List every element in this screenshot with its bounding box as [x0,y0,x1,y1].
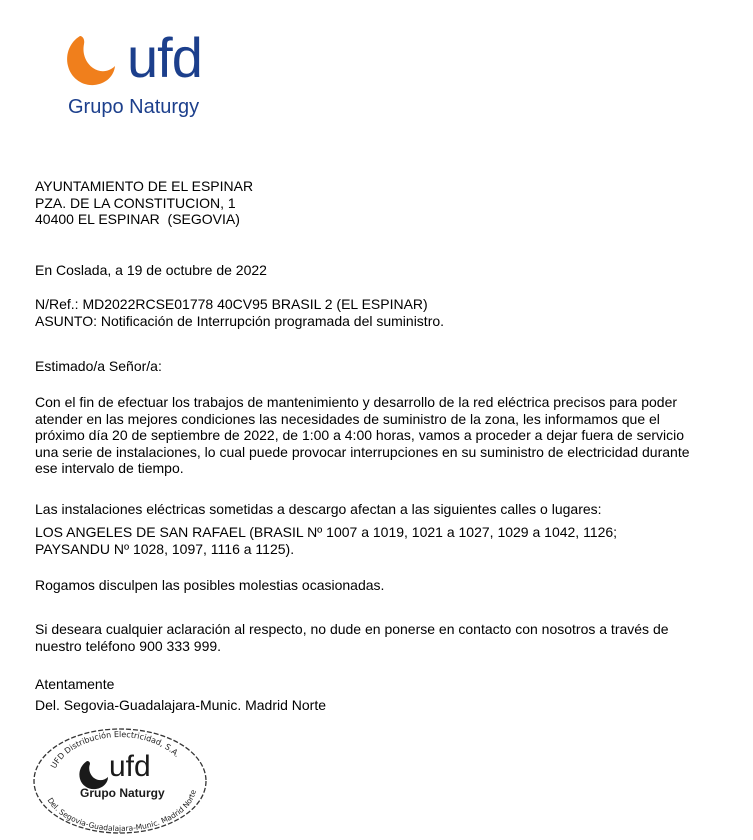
stamp-bottom-text: Del. Segovia-Guadalajara-Munic. Madrid Norte [45,788,198,834]
greeting-text: Estimado/a Señor/a: [35,358,162,374]
logo-drop-icon [67,36,115,85]
date-text: En Coslada, a 19 de octubre de 2022 [35,262,267,278]
logo-group: Grupo Naturgy [68,96,200,118]
affected-intro-text: Las instalaciones eléctricas sometidas a descargo afectan a las siguientes calles o lugares: [35,501,602,517]
paragraph-line: ese intervalo de tiempo. [35,460,184,476]
recipient-street: PZA. DE LA CONSTITUCION, 1 [35,194,236,211]
closing-sender: Del. Segovia-Guadalajara-Munic. Madrid Norte [35,696,327,713]
affected-intro [35,501,735,518]
stamp-group: Grupo Naturgy [80,786,165,800]
reference-block [35,296,735,329]
contact-line: Si deseara cualquier aclaración al respecto, no dude en ponerse en contacto con nosotros a través de [35,621,669,637]
paragraph-line: próximo día 20 de septiembre de 2022, de 1:00 a 4:00 horas, vamos a proceder a dejar fuera de servicio [35,427,685,443]
affected-street-line: PAYSANDU Nº 1028, 1097, 1116 a 1125). [35,540,295,557]
recipient-city: 40400 EL ESPINAR (SEGOVIA) [35,211,240,227]
paragraph-line: Con el fin de efectuar los trabajos de mantenimiento y desarrollo de la red eléctrica precisos para poder [35,394,678,410]
affected-street-line: LOS ANGELES DE SAN RAFAEL (BRASIL Nº 1007 a 1019, 1021 a 1027, 1029 a 1042, 1126; [35,524,618,540]
paragraph-line: una serie de instalaciones, lo cual puede provocar interrupciones en su suministro de electricidad durante [35,443,690,460]
recipient-name: AYUNTAMIENTO DE EL ESPINAR [35,178,254,194]
date-line [35,262,735,279]
stamp-drop-icon [79,761,108,789]
greeting [35,358,735,375]
closing-salutation: Atentamente [35,676,115,692]
paragraph-maintenance [35,394,735,477]
closing [35,676,735,713]
subject-text: ASUNTO: Notificación de Interrupción programada del suministro. [35,312,445,329]
paragraph-line: atender en las mejores condiciones las necesidades de suministro de la zona, les informamos que el [35,410,660,427]
recipient-address [35,178,735,228]
apology [35,577,735,594]
stamp-top-text: UFD Distribución Electricidad, S.A. [49,729,182,770]
reference-text: N/Ref.: MD2022RCSE01778 40CV95 BRASIL 2 (EL ESPINAR) [35,296,428,312]
contact-paragraph [35,621,735,654]
stamp-brand: ufd [109,750,151,783]
apology-text: Rogamos disculpen las posibles molestias ocasionadas. [35,577,385,593]
logo-brand: ufd [127,26,202,89]
affected-streets [35,524,735,557]
contact-line: nuestro teléfono 900 333 999. [35,637,222,654]
